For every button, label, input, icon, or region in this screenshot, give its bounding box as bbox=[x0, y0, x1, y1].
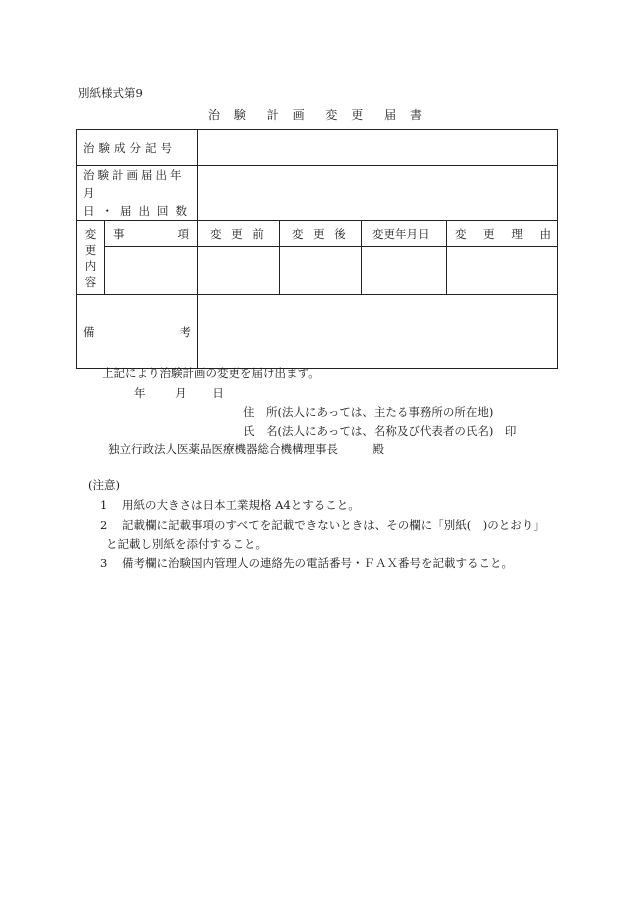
date-month: 月 bbox=[175, 386, 187, 400]
change-label-char: 変 bbox=[84, 226, 97, 241]
remarks-label-char: 備 bbox=[83, 324, 95, 339]
remarks-field[interactable] bbox=[198, 295, 558, 369]
title-char: 届 bbox=[384, 108, 397, 122]
reason-header-char: 理 bbox=[511, 226, 523, 241]
item-field[interactable] bbox=[105, 247, 198, 295]
before-field[interactable] bbox=[198, 247, 280, 295]
before-header: 変 更 前 bbox=[198, 221, 280, 247]
address-line: 住 所(法人にあっては、主たる事務所の所在地) bbox=[243, 405, 494, 419]
change-label-char: 容 bbox=[84, 274, 97, 289]
reason-header-char: 変 bbox=[455, 226, 467, 241]
note-text: 用紙の大きさは日本工業規格 A4とすること。 bbox=[122, 498, 360, 512]
reason-field[interactable] bbox=[447, 247, 558, 295]
date-year: 年 bbox=[134, 386, 146, 400]
after-field[interactable] bbox=[280, 247, 362, 295]
reason-header bbox=[447, 221, 558, 247]
addressee: 独立行政法人医薬品医療機器総合機構理事長 殿 bbox=[108, 442, 384, 456]
change-label-char: 更 bbox=[84, 242, 97, 257]
remarks-label bbox=[77, 295, 198, 369]
remarks-label-char: 考 bbox=[179, 324, 191, 339]
reason-header-char: 由 bbox=[539, 226, 551, 241]
form-number: 別紙様式第9 bbox=[78, 86, 143, 100]
change-notification-form bbox=[76, 129, 558, 369]
title-char: 治 bbox=[208, 108, 221, 122]
item-header bbox=[105, 221, 198, 247]
note-text: 記載欄に記載事項のすべてを記載できないときは、その欄に「別紙( )のとおり」 bbox=[122, 518, 545, 532]
date-count-label bbox=[77, 166, 198, 221]
date-label-line2: 日・届出回数 bbox=[83, 204, 194, 218]
note-item bbox=[100, 498, 360, 512]
change-content-label bbox=[77, 221, 105, 295]
note-item bbox=[100, 556, 513, 570]
date-count-field[interactable] bbox=[198, 166, 558, 221]
submission-date bbox=[134, 386, 224, 400]
item-header-char: 事 bbox=[113, 226, 125, 241]
code-label: 治験成分記号 bbox=[77, 130, 198, 166]
change-label-char: 内 bbox=[84, 258, 97, 273]
note-text: 備考欄に治験国内管理人の連絡先の電話番号・ＦＡＸ番号を記載すること。 bbox=[122, 556, 513, 570]
title-char: 験 bbox=[233, 108, 246, 122]
document-title bbox=[0, 108, 630, 122]
note-number: 3 bbox=[100, 556, 108, 570]
code-field[interactable] bbox=[198, 130, 558, 166]
date-label-line1: 治験計画届出年月 bbox=[83, 168, 185, 200]
statement: 上記により治験計画の変更を届け出ます。 bbox=[102, 366, 320, 380]
change-date-field[interactable] bbox=[362, 247, 447, 295]
title-char: 書 bbox=[409, 108, 422, 122]
item-header-char: 項 bbox=[177, 226, 189, 241]
title-char: 計 bbox=[266, 108, 279, 122]
note-item-continued: と記載し別紙を添付すること。 bbox=[106, 537, 267, 551]
note-item bbox=[100, 518, 545, 532]
change-date-header: 変更年月日 bbox=[362, 221, 447, 247]
date-day: 日 bbox=[212, 386, 224, 400]
title-char: 更 bbox=[351, 108, 364, 122]
note-number: 1 bbox=[100, 498, 108, 512]
title-char: 画 bbox=[292, 108, 305, 122]
after-header: 変 更 後 bbox=[280, 221, 362, 247]
title-char: 変 bbox=[325, 108, 338, 122]
reason-header-char: 更 bbox=[483, 226, 495, 241]
notes-heading: (注意) bbox=[88, 478, 120, 492]
name-line: 氏 名(法人にあっては、名称及び代表者の氏名) 印 bbox=[243, 424, 517, 438]
note-number: 2 bbox=[100, 518, 108, 532]
